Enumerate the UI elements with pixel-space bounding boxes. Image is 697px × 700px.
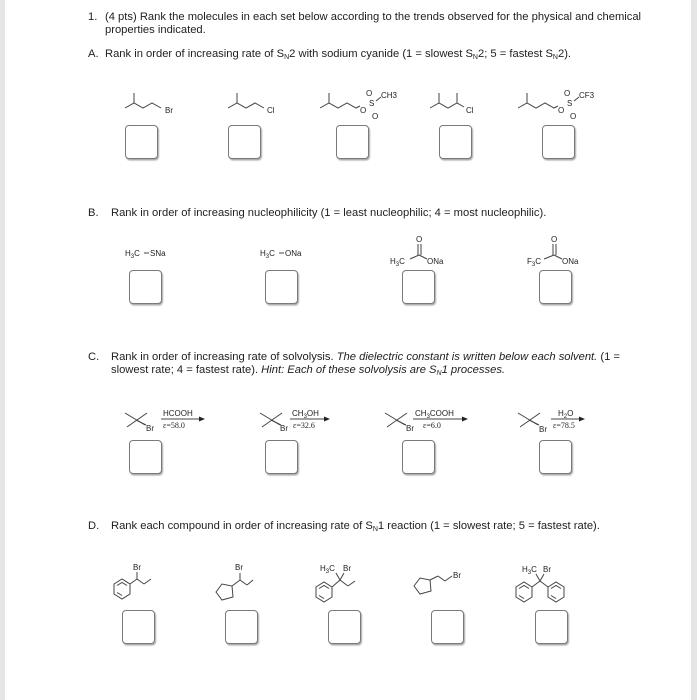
svg-text:O: O bbox=[564, 89, 571, 98]
molecule-a4-secondary-chloride bbox=[430, 90, 500, 120]
reaction-c1-formic-acid bbox=[125, 405, 215, 435]
svg-text:ONa: ONa bbox=[285, 249, 302, 258]
svg-text:O: O bbox=[360, 106, 367, 115]
answer-box-a3[interactable] bbox=[336, 125, 369, 159]
answer-box-a1[interactable] bbox=[125, 125, 158, 159]
reaction-c2-methanol bbox=[260, 405, 350, 435]
section-d-letter: D. bbox=[88, 520, 100, 532]
answer-box-b2[interactable] bbox=[265, 270, 298, 304]
answer-box-c3[interactable] bbox=[402, 440, 435, 474]
answer-box-d2[interactable] bbox=[225, 610, 258, 644]
molecule-d2-cyclopentyl-secondary-bromide bbox=[210, 560, 270, 610]
section-d-prompt: Rank each compound in order of increasing rate of $S_N1$ reaction (1 = slowest rate; 5 = fastest rate). bbox=[111, 520, 600, 533]
answer-box-d1[interactable] bbox=[122, 610, 155, 644]
svg-text:O: O bbox=[366, 89, 373, 98]
svg-text:Br: Br bbox=[133, 563, 141, 572]
molecule-b1-sodium-methanethiolate bbox=[125, 246, 185, 260]
svg-text:ONa: ONa bbox=[427, 257, 444, 266]
svg-text:H3C: $H_3C$ bbox=[260, 249, 275, 260]
svg-text:S: S bbox=[369, 99, 375, 108]
answer-box-b3[interactable] bbox=[402, 270, 435, 304]
molecule-d5-diphenyl-tertiary-bromide bbox=[510, 560, 600, 610]
svg-text:Br: Br bbox=[343, 564, 351, 573]
reaction-c3-acetic-acid bbox=[385, 405, 475, 435]
svg-text:Br: Br bbox=[453, 571, 461, 580]
section-a-prompt: Rank in order of increasing rate of $S_N2$ with sodium cyanide (1 = slowest $S_N2$; 5 = fastest $S_N2$). bbox=[105, 48, 572, 61]
answer-box-b4[interactable] bbox=[539, 270, 572, 304]
section-c-prompt-line2: slowest rate; 4 = fastest rate). Hint: Each of these solvolysis are $S_N1$ processes. bbox=[111, 364, 506, 377]
svg-text:Br: Br bbox=[235, 563, 243, 572]
svg-text:H3C: $H_3C$ bbox=[522, 565, 537, 576]
answer-box-a4[interactable] bbox=[439, 125, 472, 159]
answer-box-d4[interactable] bbox=[431, 610, 464, 644]
svg-text:ε=6.0: ε=6.0 bbox=[423, 421, 441, 430]
answer-box-b1[interactable] bbox=[129, 270, 162, 304]
svg-text:H3C: $H_3C$ bbox=[390, 257, 405, 268]
svg-text:O: O bbox=[570, 112, 577, 121]
svg-text:H3C: $H_3C$ bbox=[125, 249, 140, 260]
molecule-b4-sodium-trifluoroacetate bbox=[527, 234, 597, 266]
svg-text:H3C: $H_3C$ bbox=[320, 564, 335, 575]
svg-text:Br: Br bbox=[539, 425, 547, 434]
svg-text:O: O bbox=[551, 235, 558, 244]
molecule-a5-isopentyl-triflate bbox=[518, 88, 608, 123]
molecule-b3-sodium-acetate bbox=[390, 234, 460, 266]
svg-text:SNa: SNa bbox=[150, 249, 166, 258]
svg-text:O: O bbox=[372, 112, 379, 121]
svg-text:CH3: CH3 bbox=[381, 91, 398, 100]
molecule-a3-isopentyl-mesylate bbox=[320, 88, 410, 123]
molecule-a2-isopentyl-chloride bbox=[228, 90, 298, 120]
svg-text:ε=78.5: ε=78.5 bbox=[553, 421, 575, 430]
worksheet-page bbox=[5, 0, 691, 700]
reaction-c4-water bbox=[518, 405, 608, 435]
answer-box-d5[interactable] bbox=[535, 610, 568, 644]
section-c-prompt-line1: Rank in order of increasing rate of solvolysis. The dielectric constant is written below each solvent. (1 = bbox=[111, 351, 620, 363]
answer-box-c1[interactable] bbox=[129, 440, 162, 474]
question-number: 1. bbox=[88, 11, 98, 23]
svg-text:Br: Br bbox=[280, 424, 288, 433]
svg-text:ONa: ONa bbox=[562, 257, 579, 266]
svg-text:Cl: Cl bbox=[466, 106, 474, 115]
svg-text:HCOOH: HCOOH bbox=[163, 409, 193, 418]
answer-box-d3[interactable] bbox=[328, 610, 361, 644]
svg-text:ε=58.0: ε=58.0 bbox=[163, 421, 185, 430]
svg-text:ε=32.6: ε=32.6 bbox=[293, 421, 315, 430]
svg-text:O: O bbox=[558, 106, 565, 115]
svg-text:Br: Br bbox=[406, 424, 414, 433]
section-b-prompt: Rank in order of increasing nucleophilicity (1 = least nucleophilic; 4 = most nucleophilic). bbox=[111, 207, 547, 219]
svg-text:Br: Br bbox=[165, 106, 173, 115]
molecule-a1-isopentyl-bromide bbox=[125, 90, 195, 120]
svg-text:CF3: CF3 bbox=[579, 91, 595, 100]
section-a-letter: A. bbox=[88, 48, 99, 60]
section-c-letter: C. bbox=[88, 351, 100, 363]
svg-text:Br: Br bbox=[543, 565, 551, 574]
section-b-letter: B. bbox=[88, 207, 99, 219]
question-intro-line1: (4 pts) Rank the molecules in each set below according to the trends observed for the physical and chemical bbox=[105, 11, 642, 23]
svg-text:CH3OH: $CH_3OH$ bbox=[292, 409, 319, 420]
svg-text:S: S bbox=[567, 99, 573, 108]
answer-box-a2[interactable] bbox=[228, 125, 261, 159]
svg-text:O: O bbox=[416, 235, 423, 244]
svg-text:CH3COOH: $CH_3COOH$ bbox=[415, 409, 454, 420]
molecule-d3-tertiary-benzylic-bromide bbox=[310, 560, 380, 610]
molecule-d4-primary-bromide bbox=[410, 565, 480, 605]
answer-box-c2[interactable] bbox=[265, 440, 298, 474]
svg-text:Br: Br bbox=[146, 424, 154, 433]
svg-text:H2O: $H_2O$ bbox=[558, 409, 574, 420]
svg-text:Cl: Cl bbox=[267, 106, 275, 115]
question-intro-line2: properties indicated. bbox=[105, 24, 206, 36]
svg-text:F3C: $F_3C$ bbox=[527, 257, 542, 268]
molecule-b2-sodium-methoxide bbox=[260, 246, 320, 260]
answer-box-a5[interactable] bbox=[542, 125, 575, 159]
molecule-d1-benzylic-secondary-bromide bbox=[110, 560, 170, 610]
answer-box-c4[interactable] bbox=[539, 440, 572, 474]
